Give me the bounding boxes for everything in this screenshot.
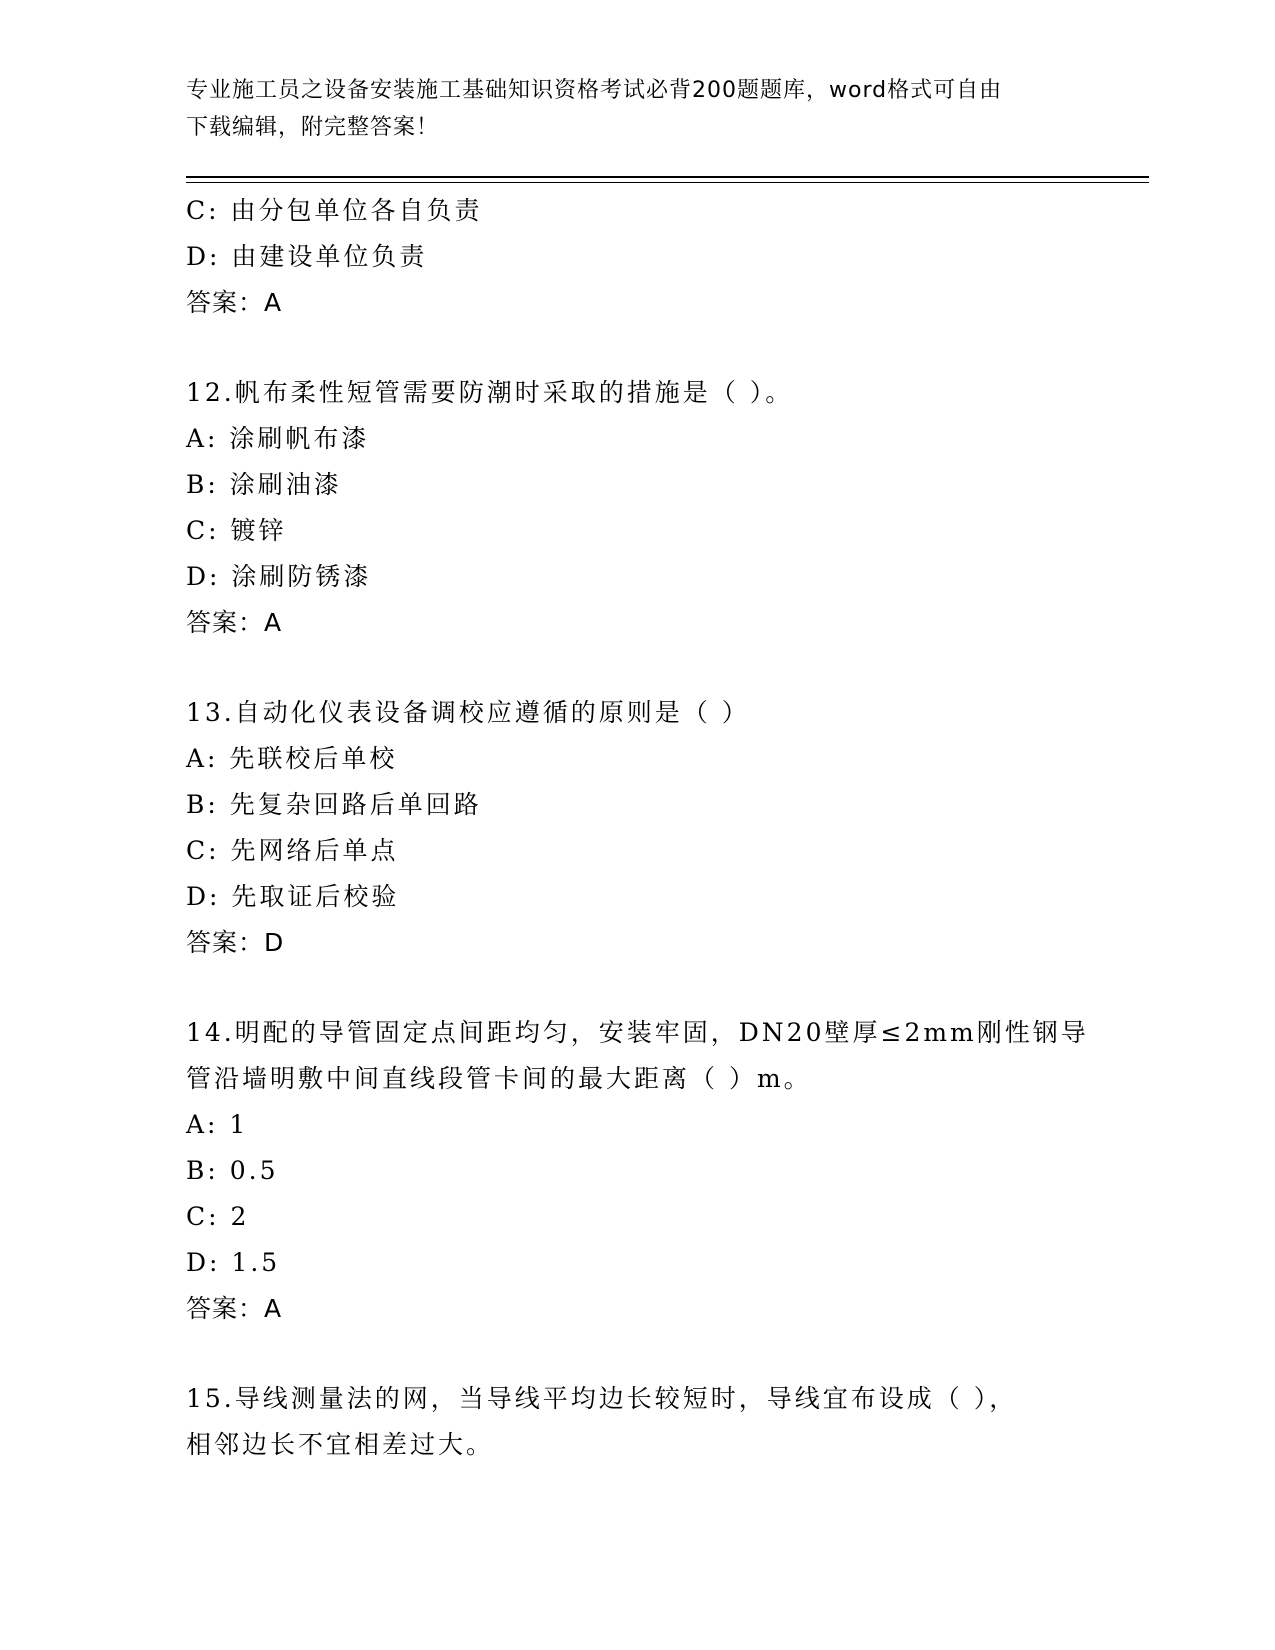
question-text-line-1: 15.导线测量法的网，当导线平均边长较短时，导线宜布设成（ ）， bbox=[186, 1384, 1018, 1413]
option-a: A: 先联校后单校 bbox=[186, 744, 398, 773]
option-d: D: 先取证后校验 bbox=[186, 882, 400, 911]
document-header bbox=[186, 72, 1066, 146]
option-a: A: 1 bbox=[186, 1110, 249, 1139]
question-text: 13.自动化仪表设备调校应遵循的原则是（ ） bbox=[186, 698, 750, 727]
question-14 bbox=[186, 1010, 1089, 1332]
question-15 bbox=[186, 1376, 1086, 1468]
question-text-line-2: 相邻边长不宜相差过大。 bbox=[186, 1430, 495, 1459]
option-a: A: 涂刷帆布漆 bbox=[186, 424, 370, 453]
question-list bbox=[186, 188, 1089, 1468]
answer-label: 答案：D bbox=[186, 928, 285, 957]
answer-label: 答案：A bbox=[186, 288, 283, 317]
question-11 bbox=[186, 188, 1086, 326]
question-13 bbox=[186, 690, 1086, 966]
header-divider-thick bbox=[186, 176, 1149, 178]
option-c: C: 镀锌 bbox=[186, 516, 287, 545]
option-b: B: 先复杂回路后单回路 bbox=[186, 790, 482, 819]
option-c: C: 2 bbox=[186, 1202, 250, 1231]
question-text: 12.帆布柔性短管需要防潮时采取的措施是（ ）。 bbox=[186, 378, 794, 407]
header-line-1: 专业施工员之设备安装施工基础知识资格考试必背200题题库，word格式可自由 bbox=[186, 78, 1003, 103]
option-c: C: 由分包单位各自负责 bbox=[186, 196, 483, 225]
header-line-2: 下载编辑，附完整答案！ bbox=[186, 115, 440, 140]
answer-label: 答案：A bbox=[186, 1294, 283, 1323]
question-text-line-1: 14.明配的导管固定点间距均匀，安装牢固，DN20壁厚≤2mm刚性钢导 bbox=[186, 1018, 1089, 1047]
option-b: B: 0.5 bbox=[186, 1156, 279, 1185]
option-d: D: 由建设单位负责 bbox=[186, 242, 428, 271]
answer-label: 答案：A bbox=[186, 608, 283, 637]
option-c: C: 先网络后单点 bbox=[186, 836, 399, 865]
question-12 bbox=[186, 370, 1086, 646]
option-b: B: 涂刷油漆 bbox=[186, 470, 342, 499]
header-divider-thin bbox=[186, 182, 1149, 183]
question-text-line-2: 管沿墙明敷中间直线段管卡间的最大距离（ ）m。 bbox=[186, 1064, 812, 1093]
option-d: D: 涂刷防锈漆 bbox=[186, 562, 372, 591]
option-d: D: 1.5 bbox=[186, 1248, 281, 1277]
